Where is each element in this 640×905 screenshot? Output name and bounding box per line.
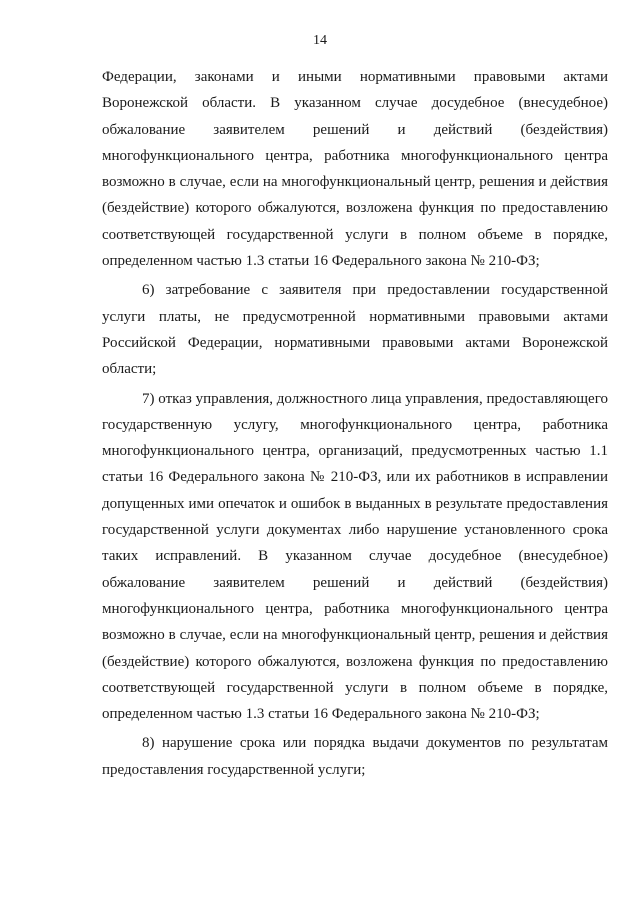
page-body	[102, 64, 608, 783]
paragraph-item-7: 7) отказ управления, должностного лица управления, предоставляющего государственную услугу, многофункционального центра, работника многофункционального центра, организаций, предусмотренных частью 1.1 статьи 16 Федерального закона № 210-ФЗ, или их работников в исправлении допущенных ими опечаток и ошибок в выданных в результате предоставления государственной услуги документах либо нарушение установленного срока таких исправлений. В указанном случае досудебное (внесудебное) обжалование заявителем решений и действий (бездействия) многофункционального центра, работника многофункционального центра возможно в случае, если на многофункциональный центр, решения и действия (бездействие) которого обжалуются, возложена функция по предоставлению соответствующей государственной услуги в полном объеме в порядке, определенном частью 1.3 статьи 16 Федерального закона № 210-ФЗ;	[102, 390, 608, 723]
page-number: 14	[313, 33, 327, 48]
paragraph-continuation: Федерации, законами и иными нормативными правовыми актами Воронежской области. В указанном случае досудебное (внесудебное) обжалование заявителем решений и действий (бездействия) многофункционального центра, работника многофункционального центра возможно в случае, если на многофункциональный центр, решения и действия (бездействие) которого обжалуются, возложена функция по предоставлению соответствующей государственной услуги в полном объеме в порядке, определенном частью 1.3 статьи 16 Федерального закона № 210-ФЗ;	[102, 69, 608, 270]
paragraph-item-8: 8) нарушение срока или порядка выдачи документов по результатам предоставления государственной услуги;	[102, 735, 608, 778]
paragraph-item-6: 6) затребование с заявителя при предоставлении государственной услуги платы, не предусмотренной нормативными правовыми актами Российской Федерации, нормативными правовыми актами Воронежской области;	[102, 282, 608, 378]
